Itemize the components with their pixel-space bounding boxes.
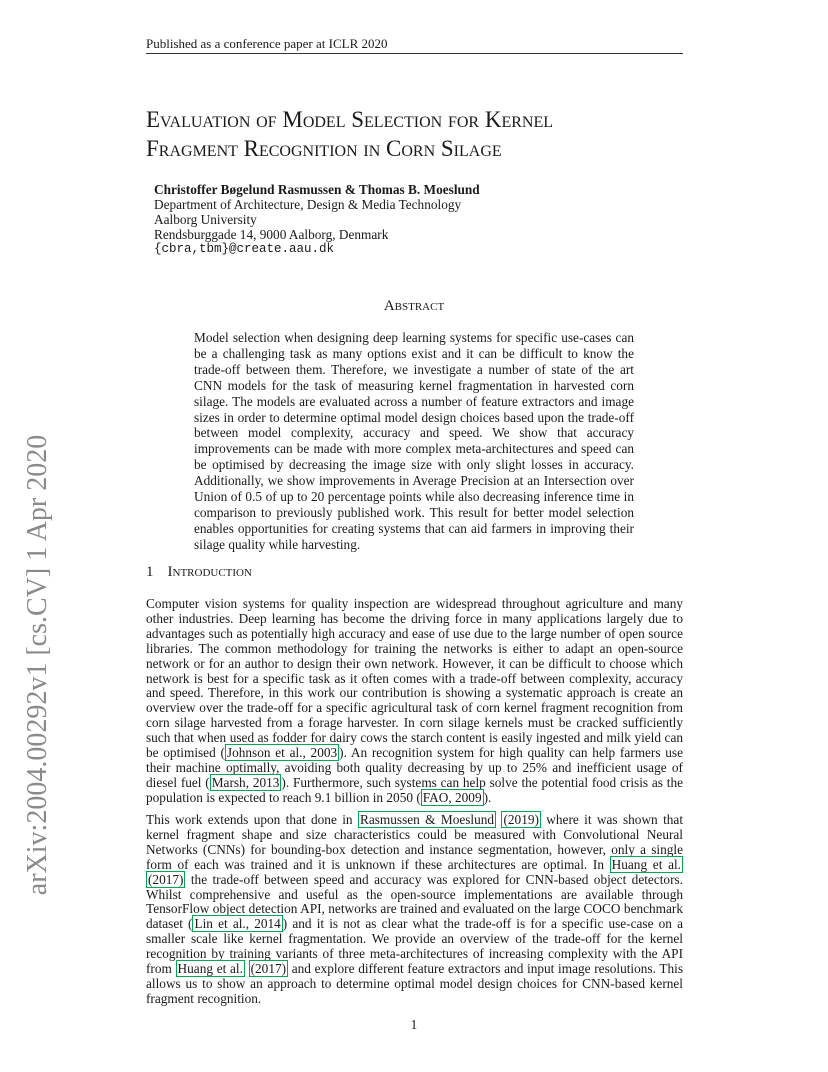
citation-link[interactable]: Huang et al. bbox=[611, 856, 681, 872]
p2-text-e: and explore different feature extractors and input image resolutions. This allows us to show an approach to determine optimal model design choices for CNN-based kernel fragment recognition. bbox=[146, 961, 684, 1006]
section-number: 1 bbox=[146, 564, 154, 580]
citation-link[interactable]: FAO, 2009 bbox=[422, 789, 482, 805]
citation-year-link[interactable]: (2017) bbox=[148, 871, 184, 887]
citation-year-link[interactable]: (2017) bbox=[250, 961, 287, 977]
author-address: Rendsburggade 14, 9000 Aalborg, Denmark bbox=[154, 227, 389, 242]
p2-text-a: This work extends upon that done in bbox=[146, 812, 358, 827]
p1-text-a: Computer vision systems for quality inspection are widespread throughout agriculture and many other industries. Deep learning has become the driving force in many applications largely due to advantages such as potentially high accuracy and ease of use due to the large number of open source libraries. The common methodology for training the networks is either to adapt an open-source network or for an author to design their own network. However, it can be difficult to choose which network is best for a specific task as it often comes with a trade-off between complexity, accuracy and speed. Therefore, in this work our contribution is showing a systematic approach is create an overview over the trade-off for a specific agricultural task of corn kernel fragment recognition from corn silage harvested from a forage harvester. In corn silage kernels must be cracked sufficiently such that when used as fodder for dairy cows the starch content is easily ingested and milk yield can be optimised ( bbox=[146, 596, 683, 761]
title-line-1: Evaluation of Model Selection for Kernel bbox=[146, 107, 554, 132]
p1-text-d: ). bbox=[483, 789, 492, 805]
section-title: Introduction bbox=[167, 564, 252, 580]
p1-text-c: ). Furthermore, such systems can help solve the potential food crisis as the population is expected to reach 9.1 billion in 2050 ( bbox=[146, 774, 683, 805]
intro-paragraph-2 bbox=[146, 813, 683, 1007]
author-block bbox=[154, 182, 654, 257]
citation-link[interactable]: Marsh, 2013 bbox=[211, 774, 280, 790]
intro-paragraph-1 bbox=[146, 597, 683, 806]
p2-text-d: ) and it is not as clear what the trade-off is for a specific use-case on a smaller scale like kernel fragmentation. We provide an overview of the trade-off for the kernel recognition by training variants of three meta-architectures of increasing complexity with the API from bbox=[146, 916, 683, 977]
citation-link[interactable]: Johnson et al., 2003 bbox=[226, 745, 338, 761]
page-number: 1 bbox=[410, 1017, 418, 1032]
title-line-2: Fragment Recognition in Corn Silage bbox=[146, 136, 502, 161]
section-heading bbox=[146, 564, 252, 581]
author-names: Christoffer Bøgelund Rasmussen & Thomas B. Moeslund bbox=[154, 182, 480, 197]
citation-year-link[interactable]: (2019) bbox=[503, 812, 539, 827]
citation-link[interactable]: Huang et al. bbox=[177, 961, 243, 977]
author-email[interactable]: {cbra,tbm}@create.aau.dk bbox=[154, 242, 335, 256]
p1-text-b: ). An recognition system for high quality can help farmers use their machine optimally, avoiding both quality decreasing by up to 25% and inefficient usage of diesel fuel ( bbox=[146, 745, 683, 790]
p2-text-b: where it was shown that kernel fragment shape and size characteristics could be measured with Convolutional Neural Networks (CNNs) for bounding-box detection and instance segmentation, however, only a single form of each was trained and it is unknown if these architectures are optimal. In bbox=[146, 812, 684, 872]
abstract-heading: Abstract bbox=[383, 298, 445, 314]
arxiv-watermark: arXiv:2004.00292v1 [cs.CV] 1 Apr 2020 bbox=[22, 434, 53, 896]
citation-link[interactable]: Lin et al., 2014 bbox=[194, 916, 281, 932]
header-rule bbox=[146, 53, 683, 54]
abstract-text: Model selection when designing deep learning systems for specific use-cases can be a challenging task as many options exist and it can be difficult to know the trade-off between them. Therefore, we investigate a number of state of the art CNN models for the task of measuring kernel fragmentation in harvested corn silage. The models are evaluated across a number of feature extractors and image sizes in order to determine optimal model design choices based upon the trade-off between model complexity, accuracy and speed. We show that accuracy improvements can be made with more complex meta-architectures and speed can be optimised by decreasing the image size with only slight losses in accuracy. Additionally, we show improvements in Average Precision at an Intersection over Union of 0.5 of up to 20 percentage points while also decreasing inference time in comparison to previously published work. This result for better model selection enables opportunities for creating systems that can aid farmers in improving their silage quality while harvesting. bbox=[194, 330, 634, 552]
author-department: Department of Architecture, Design & Media Technology bbox=[154, 197, 462, 212]
p2-text-c: the trade-off between speed and accuracy was explored for CNN-based object detectors. Whilst comprehensive and useful as the open-source implementations are available through TensorFlow object detection API, networks are trained and evaluated on the large COCO benchmark dataset ( bbox=[146, 871, 683, 932]
paper-title bbox=[146, 105, 706, 163]
running-header: Published as a conference paper at ICLR 2020 bbox=[146, 36, 388, 51]
citation-link[interactable]: Rasmussen & Moeslund bbox=[359, 812, 495, 827]
author-university: Aalborg University bbox=[154, 212, 257, 227]
